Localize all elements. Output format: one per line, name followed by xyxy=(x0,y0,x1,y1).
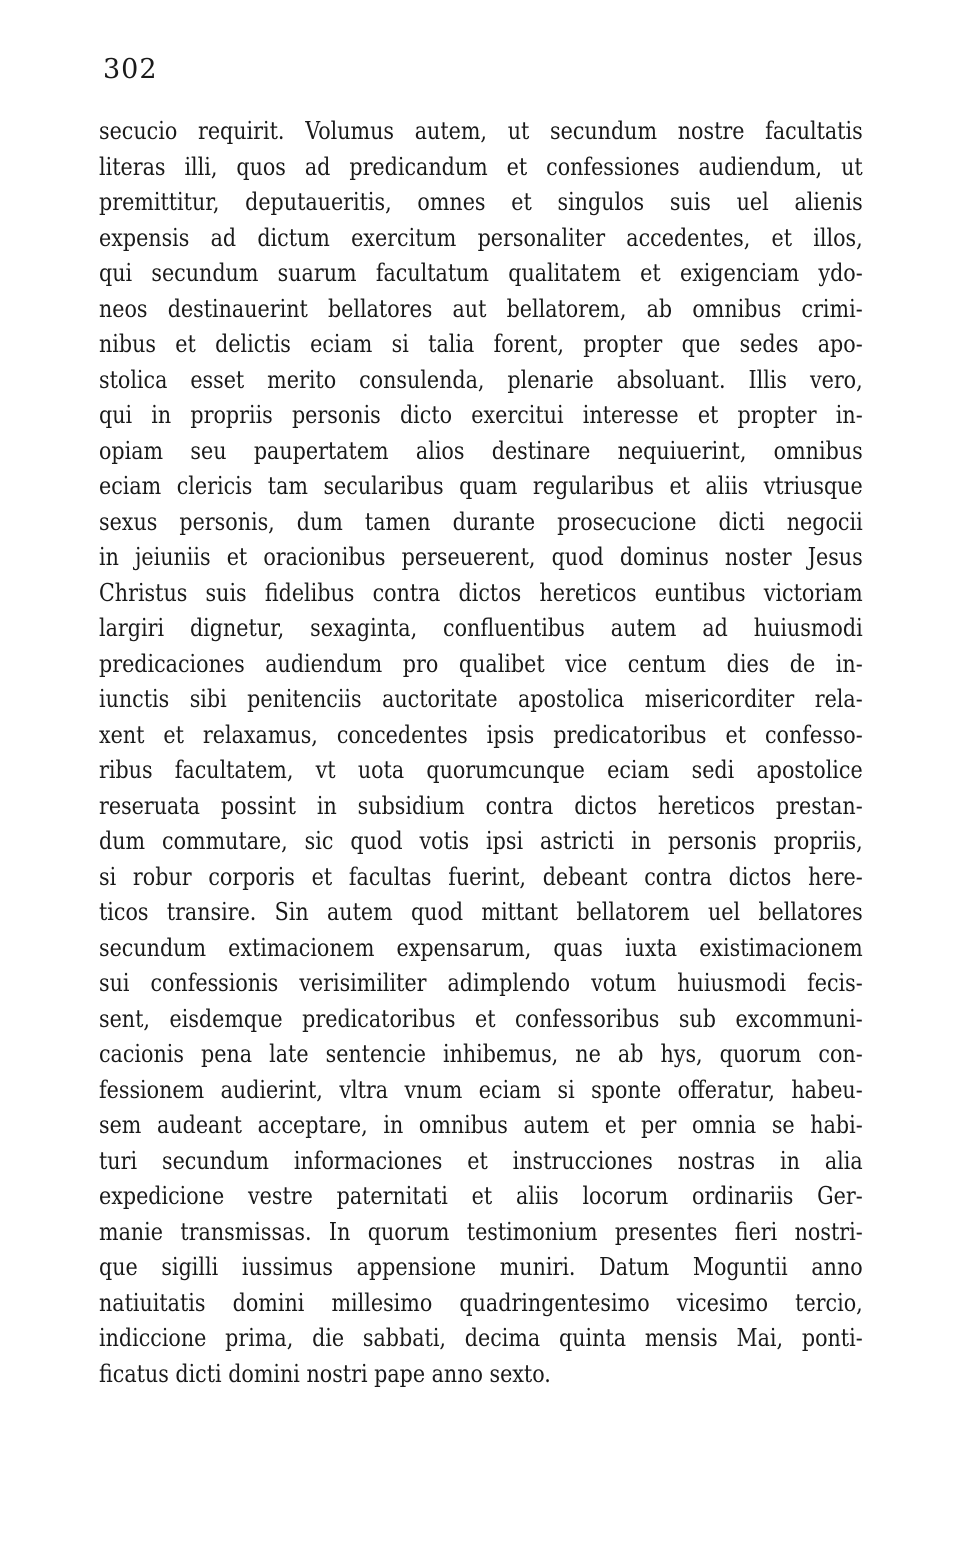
text-line: natiuitatis domini millesimo quadringentesimo vicesimo tercio, xyxy=(99,1288,863,1317)
text-line: expedicione vestre paternitati et aliis locorum ordinariis Ger- xyxy=(99,1182,863,1210)
text-line: dum commutare, sic quod votis ipsi astricti in personis propriis, xyxy=(99,827,863,855)
text-line: neos destinauerint bellatores aut bellatorem, ab omnibus crimi- xyxy=(99,294,863,323)
text-line: premittitur, deputaueritis, omnes et singulos suis uel alienis xyxy=(99,188,863,216)
text-line: stolica esset merito consulenda, plenarie absoluant. Illis vero, xyxy=(99,365,863,394)
text-line: largiri dignetur, sexaginta, confluentibus autem ad huiusmodi xyxy=(99,614,863,642)
text-line: sui confessionis verisimiliter adimplendo votum huiusmodi fecis- xyxy=(99,969,863,997)
text-line: literas illi, quos ad predicandum et confessiones audiendum, ut xyxy=(99,152,863,181)
text-line: secucio requirit. Volumus autem, ut secundum nostre facultatis xyxy=(99,117,863,145)
text-line: ficatus dicti domini nostri pape anno sexto. xyxy=(99,1359,551,1388)
text-line: secundum extimacionem expensarum, quas iuxta existimacionem xyxy=(99,933,863,962)
text-line: xent et relaxamus, concedentes ipsis predicatoribus et confesso- xyxy=(99,720,863,749)
page-number: 302 xyxy=(103,54,158,85)
text-line: Christus suis fidelibus contra dictos hereticos euntibus victoriam xyxy=(99,578,863,607)
text-line: manie transmissas. In quorum testimonium presentes fieri nostri- xyxy=(99,1217,863,1246)
text-line: nibus et delictis eciam si talia forent, propter que sedes apo- xyxy=(99,330,863,358)
text-line: fessionem audierint, vltra vnum eciam si sponte offeratur, habeu- xyxy=(99,1075,863,1104)
text-line: indiccione prima, die sabbati, decima quinta mensis Mai, ponti- xyxy=(99,1324,863,1352)
text-line: qui in propriis personis dicto exercitui interesse et propter in- xyxy=(99,401,863,429)
text-line: reseruata possint in subsidium contra dictos hereticos prestan- xyxy=(99,791,863,820)
text-line: ticos transire. Sin autem quod mittant bellatorem uel bellatores xyxy=(99,898,863,926)
text-line: qui secundum suarum facultatum qualitatem et exigenciam ydo- xyxy=(99,259,863,287)
body-text xyxy=(99,114,863,1392)
text-line: opiam seu paupertatem alios destinare nequiuerint, omnibus xyxy=(99,436,863,465)
text-line: iunctis sibi penitenciis auctoritate apostolica misericorditer rela- xyxy=(99,685,863,713)
text-line: predicaciones audiendum pro qualibet vice centum dies de in- xyxy=(99,649,863,678)
text-line: in jeiuniis et oracionibus perseuerent, quod dominus noster Jesus xyxy=(99,543,863,571)
text-line: que sigilli iussimus appensione muniri. Datum Moguntii anno xyxy=(99,1253,863,1281)
text-line: sent, eisdemque predicatoribus et confessoribus sub excommuni- xyxy=(99,1004,863,1033)
text-line: cacionis pena late sentencie inhibemus, ne ab hys, quorum con- xyxy=(99,1040,863,1068)
text-line: ribus facultatem, vt uota quorumcunque eciam sedi apostolice xyxy=(99,756,863,784)
text-line: expensis ad dictum exercitum personaliter accedentes, et illos, xyxy=(99,223,863,252)
text-line: sem audeant acceptare, in omnibus autem et per omnia se habi- xyxy=(99,1111,863,1139)
text-line: sexus personis, dum tamen durante prosecucione dicti negocii xyxy=(99,507,863,536)
text-line: eciam clericis tam secularibus quam regularibus et aliis vtriusque xyxy=(99,472,863,500)
text-line: turi secundum informaciones et instrucciones nostras in alia xyxy=(99,1146,863,1175)
text-line: si robur corporis et facultas fuerint, debeant contra dictos here- xyxy=(99,862,863,891)
